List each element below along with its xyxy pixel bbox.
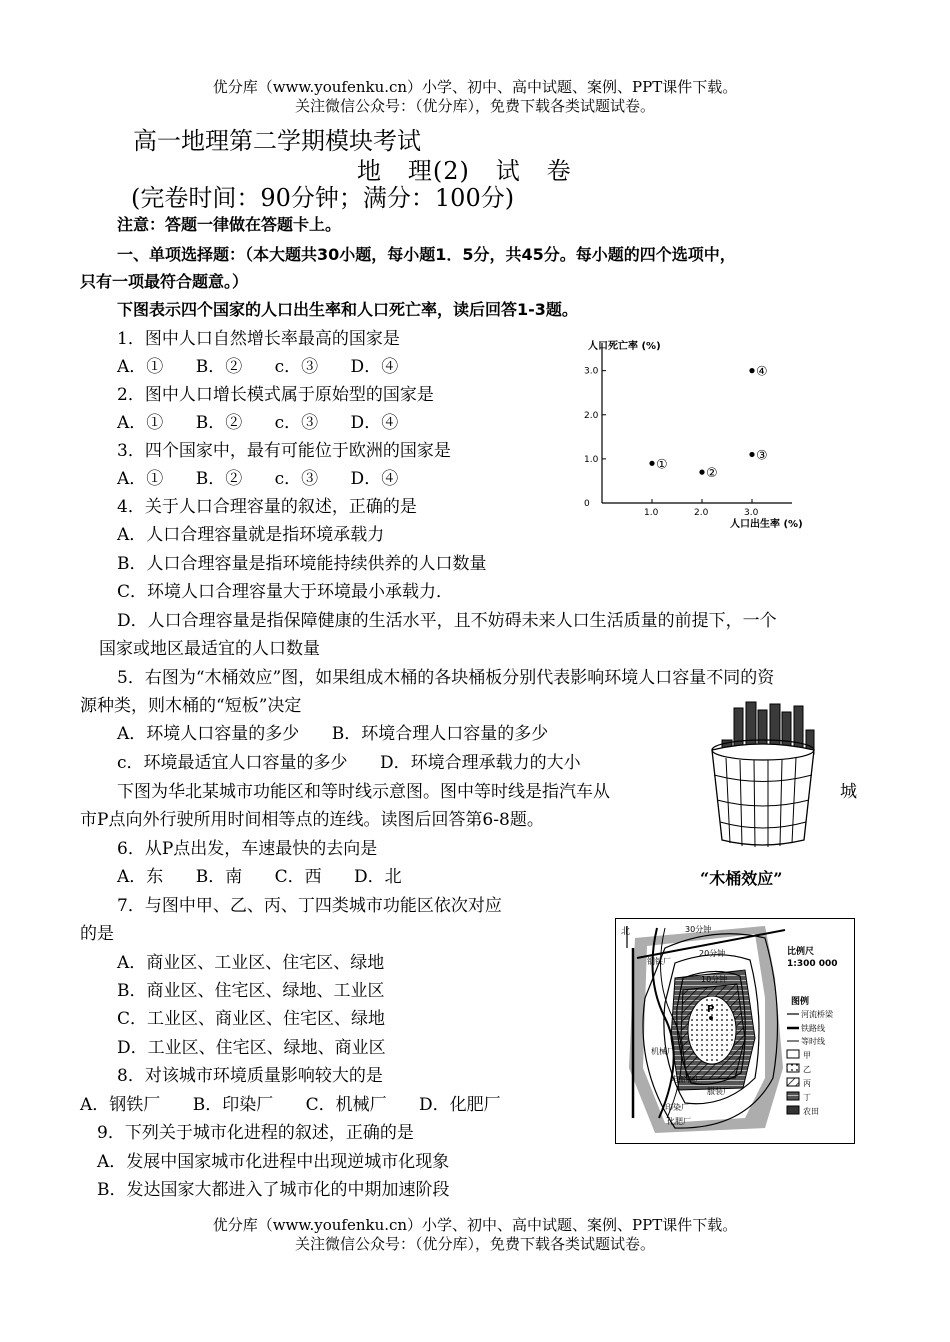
legend-bing: 丙 [803,1079,811,1088]
point-p: P [707,1004,715,1015]
question-2-options: A．① B．② c．③ D．④ [117,413,399,433]
question-4-option-b: B．人口合理容量是指环境能持续供养的人口数量 [117,554,487,574]
north-label: 北 [621,927,631,937]
factory-steel: 钢铁厂 [647,957,671,966]
question-5-options-2: c．环境最适宜人口容量的多少 D．环境合理承载力的大小 [117,753,581,773]
question-3: 3．四个国家中，最有可能位于欧洲的国家是 [117,441,451,461]
question-7-option-c: C．工业区、商业区、住宅区、绿地 [117,1009,386,1029]
intro-q1-3: 下图表示四个国家的人口出生率和人口死亡率，读后回答1-3题。 [117,300,578,319]
exam-time: (完卷时间：90分钟；满分：100分) [131,184,515,212]
legend-river: 河流桥梁 [801,1010,833,1019]
question-4-option-a: A．人口合理容量就是指环境承载力 [117,525,385,545]
footer-line-2: 关注微信公众号：（优分库），免费下载各类试题试卷。 [294,1235,655,1253]
question-3-options: A．① B．② c．③ D．④ [117,469,399,489]
question-6: 6．从P点出发，车速最快的去向是 [117,839,378,859]
exam-title: 高一地理第二学期模块考试 [133,127,421,155]
intro-q6-8-b: 市P点向外行驶所用时间相等点的连线。读图后回答第6-8题。 [80,810,544,830]
chart-point [649,461,654,466]
barrel-effect-illustration [700,700,820,850]
scale-value: 1:300 000 [787,959,838,969]
question-1: 1．图中人口自然增长率最高的国家是 [117,329,400,349]
chart-y-tick-label: 2.0 [584,410,599,421]
intro-q6-8-city: 城 [840,782,857,802]
question-5-a: 5．右图为“木桶效应”图，如果组成木桶的各块桶板分别代表影响环境人口容量不同的资 [117,668,775,688]
question-7-option-a: A．商业区、工业区、住宅区、绿地 [117,953,385,973]
legend-railway: 铁路线 [801,1024,825,1033]
chart-ylabel: 人口死亡率 (%) [588,341,661,352]
city-isochrone-map [615,918,855,1144]
chart-xlabel: 人口出生率 (%) [730,519,803,530]
factory-garment: 服装厂 [707,1087,731,1096]
isochrone-20: 20分钟 [699,949,726,958]
question-5-options-1: A．环境人口容量的多少 B．环境合理人口容量的多少 [117,724,549,744]
isochrone-10: 10分钟 [701,975,728,984]
question-9-option-a: A．发展中国家城市化进程中出现逆城市化现象 [97,1152,450,1172]
question-9-option-b: B．发达国家大都进入了城市化的中期加速阶段 [97,1180,450,1200]
question-7-option-b: B．商业区、住宅区、绿地、工业区 [117,981,385,1001]
chart-x-tick-label: 1.0 [644,508,659,518]
question-2: 2．图中人口增长模式属于原始型的国家是 [117,385,434,405]
factory-copper: 电解铜厂 [671,1075,703,1084]
question-4-option-d-2: 国家或地区最适宜的人口数量 [99,639,320,659]
legend-title: 图例 [791,997,810,1007]
section-heading-b: 只有一项最符合题意。） [80,272,249,291]
question-4: 4．关于人口合理容量的叙述，正确的是 [117,497,417,517]
footer-line-1: 优分库（www.youfenku.cn）小学、初中、高中试题、案例、PPT课件下载。 [212,1216,738,1234]
section-heading-a: 一、单项选择题：（本大题共30小题，每小题1．5分，共45分。每小题的四个选项中， [117,245,736,264]
chart-y-tick-label: 1.0 [584,454,599,465]
chart-point-label: ③ [756,448,768,464]
chart-y-tick-label: 0 [584,499,590,509]
question-1-options: A．① B．② c．③ D．④ [117,357,399,377]
header-line-2: 关注微信公众号：（优分库），免费下载各类试题试卷。 [294,97,655,115]
factory-fertilizer: 化肥厂 [667,1117,691,1126]
question-8-options: A．钢铁厂 B．印染厂 C．机械厂 D．化肥厂 [80,1095,501,1115]
question-4-option-d-1: D．人口合理容量是指保障健康的生活水平，且不妨碍未来人口生活质量的前提下，一个 [117,611,777,631]
question-7-option-d: D．工业区、住宅区、绿地、商业区 [117,1038,386,1058]
question-5-b: 源种类，则木桶的“短板”决定 [80,696,302,716]
question-4-option-c: C．环境人口合理容量大于环境最小承载力． [117,582,454,602]
legend-jia: 甲 [803,1051,811,1060]
chart-point [749,368,754,373]
barrel-caption: “木桶效应” [700,869,783,888]
birth-death-rate-chart [560,335,810,535]
header-line-1: 优分库（www.youfenku.cn）小学、初中、高中试题、案例、PPT课件下载。 [212,78,738,96]
chart-point [699,470,704,475]
chart-point-label: ④ [756,364,768,380]
factory-machinery: 机械厂 [651,1047,675,1056]
factory-dyeing: 印染厂 [665,1103,689,1112]
question-7-b: 的是 [80,924,114,944]
chart-y-tick-label: 3.0 [584,366,599,377]
question-7-a: 7．与图中甲、乙、丙、丁四类城市功能区依次对应 [117,896,502,916]
question-6-options: A．东 B．南 C．西 D．北 [117,867,402,887]
chart-point-label: ② [706,466,718,482]
question-9: 9．下列关于城市化进程的叙述，正确的是 [97,1123,414,1143]
intro-q6-8-a: 下图为华北某城市功能区和等时线示意图。图中等时线是指汽车从 [117,782,610,802]
question-8: 8．对该城市环境质量影响较大的是 [117,1066,383,1086]
scale-title: 比例尺 [787,947,815,957]
legend-farmland: 农田 [803,1107,819,1116]
isochrone-30: 30分钟 [685,925,712,934]
exam-subtitle: 地 理(2) 试 卷 [357,157,572,185]
chart-x-tick-label: 3.0 [744,508,759,518]
chart-point [749,452,754,457]
legend-isochrone: 等时线 [801,1037,825,1046]
chart-point-label: ① [656,457,668,473]
notice: 注意：答题一律做在答题卡上。 [117,215,342,234]
legend-ding: 丁 [803,1093,811,1102]
legend-yi: 乙 [803,1065,811,1074]
chart-x-tick-label: 2.0 [694,508,709,518]
